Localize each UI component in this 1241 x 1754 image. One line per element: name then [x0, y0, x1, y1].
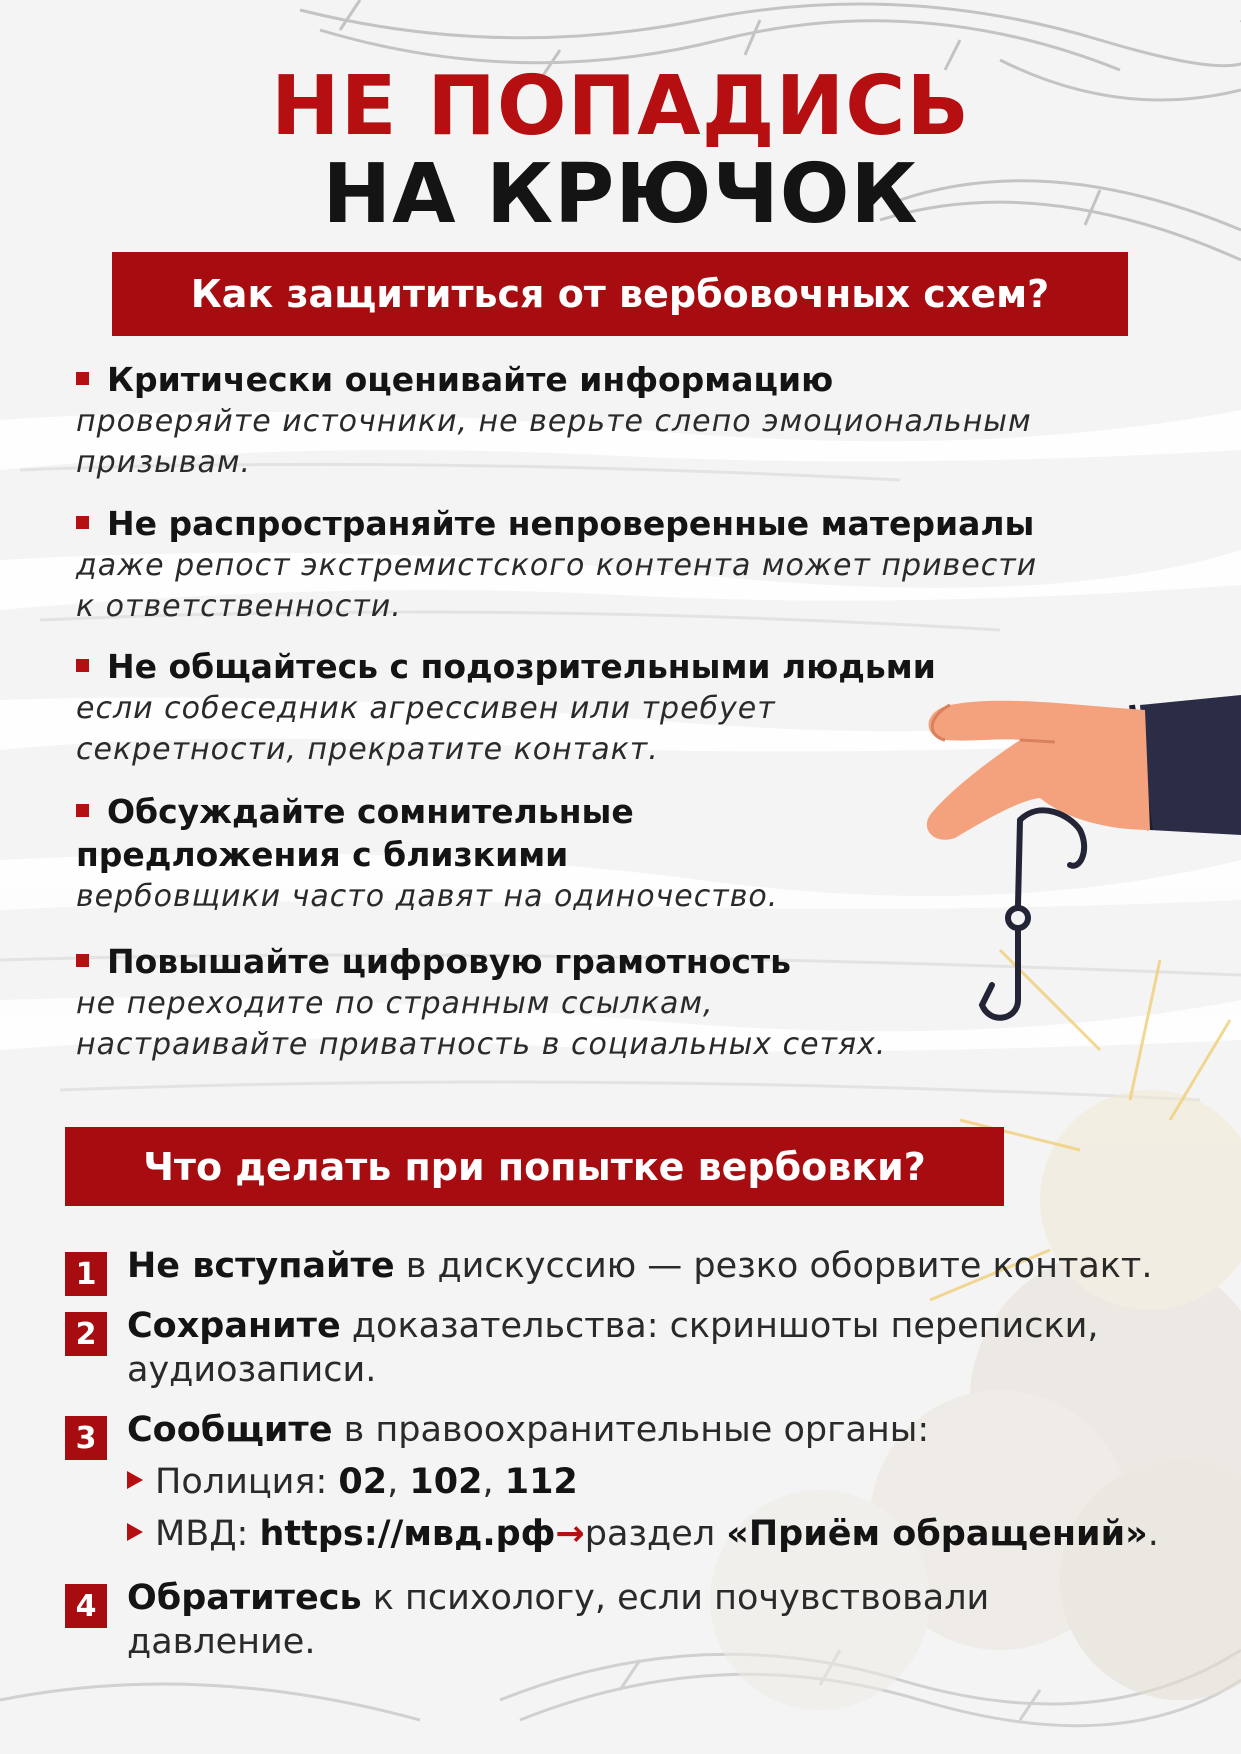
bullet-square-icon: [76, 372, 89, 385]
police-number: 102: [409, 1462, 483, 1502]
step-keyword: Не вступайте: [127, 1246, 395, 1286]
step-number: 1: [65, 1252, 107, 1296]
fish-hook-icon: [982, 810, 1084, 1017]
step-number: 4: [65, 1584, 107, 1628]
step-item: [65, 1304, 1165, 1392]
tip-description: проверяйте источники, не верьте слепо эмоциональным призывам.: [76, 404, 1032, 480]
step-item: [65, 1244, 1195, 1292]
step-text: в правоохранительные органы:: [332, 1410, 930, 1450]
separator: ,: [387, 1462, 410, 1502]
tip-title: Повышайте цифровую грамотность: [107, 942, 791, 981]
tip-description: если собеседник агрессивен или требует секретности, прекратите контакт.: [76, 691, 776, 767]
step-item: [65, 1576, 1165, 1664]
tip-title: Не общайтесь с подозрительными людьми: [107, 647, 936, 686]
page-title-line1: НЕ ПОПАДИСЬ: [271, 59, 970, 154]
tip-title: Обсуждайте сомнительные: [107, 792, 634, 831]
section1-heading: Как защититься от вербовочных схем?: [112, 252, 1128, 336]
tip-item: [76, 645, 936, 770]
police-number: 112: [504, 1462, 578, 1502]
tip-title: Не распространяйте непроверенные материалы: [107, 504, 1035, 543]
hand-icon: [927, 695, 1241, 840]
bullet-square-icon: [76, 954, 89, 967]
police-number: 02: [338, 1462, 388, 1502]
tip-description: вербовщики часто давят на одиночество.: [76, 879, 779, 914]
bullet-square-icon: [76, 516, 89, 529]
step-text: доказательства: скриншоты переписки, аудиозаписи.: [127, 1306, 1099, 1390]
triangle-bullet-icon: [127, 1523, 143, 1541]
step-text: в дискуссию — резко оборвите контакт.: [394, 1246, 1153, 1286]
mvd-label: МВД:: [155, 1514, 260, 1554]
triangle-bullet-icon: [127, 1471, 143, 1489]
bullet-square-icon: [76, 659, 89, 672]
mvd-text: раздел: [584, 1514, 727, 1554]
tip-item: [76, 358, 1032, 483]
tip-title: Критически оценивайте информацию: [107, 360, 834, 399]
tip-title-line2: предложения с близкими: [76, 835, 569, 874]
mvd-contact: [127, 1508, 1195, 1560]
tip-description: не переходите по странным ссылкам, настраивайте приватность в социальных сетях.: [76, 986, 887, 1062]
tip-item: [76, 502, 1037, 627]
separator: ,: [482, 1462, 505, 1502]
page-title-line2: НА КРЮЧОК: [322, 147, 919, 242]
tip-item: [76, 790, 778, 917]
bullet-square-icon: [76, 804, 89, 817]
step-number: 2: [65, 1312, 107, 1356]
mvd-url-link[interactable]: https://мвд.рф: [259, 1514, 556, 1554]
police-label: Полиция:: [155, 1462, 339, 1502]
tip-item: [76, 940, 886, 1065]
tip-description: даже репост экстремистского контента может привести к ответственности.: [76, 548, 1038, 624]
step-keyword: Обратитесь: [127, 1578, 362, 1618]
step-number: 3: [65, 1416, 107, 1460]
period: .: [1147, 1514, 1159, 1554]
section2-heading: Что делать при попытке вербовки?: [65, 1127, 1004, 1206]
arrow-right-icon: →: [555, 1514, 585, 1554]
step-keyword: Сохраните: [127, 1306, 341, 1346]
step-keyword: Сообщите: [127, 1410, 333, 1450]
mvd-section-name: «Приём обращений»: [726, 1514, 1148, 1554]
police-contacts: [127, 1456, 1195, 1508]
step-item: [65, 1408, 1195, 1560]
step-text: к психологу, если почувствовали давление.: [127, 1578, 990, 1662]
